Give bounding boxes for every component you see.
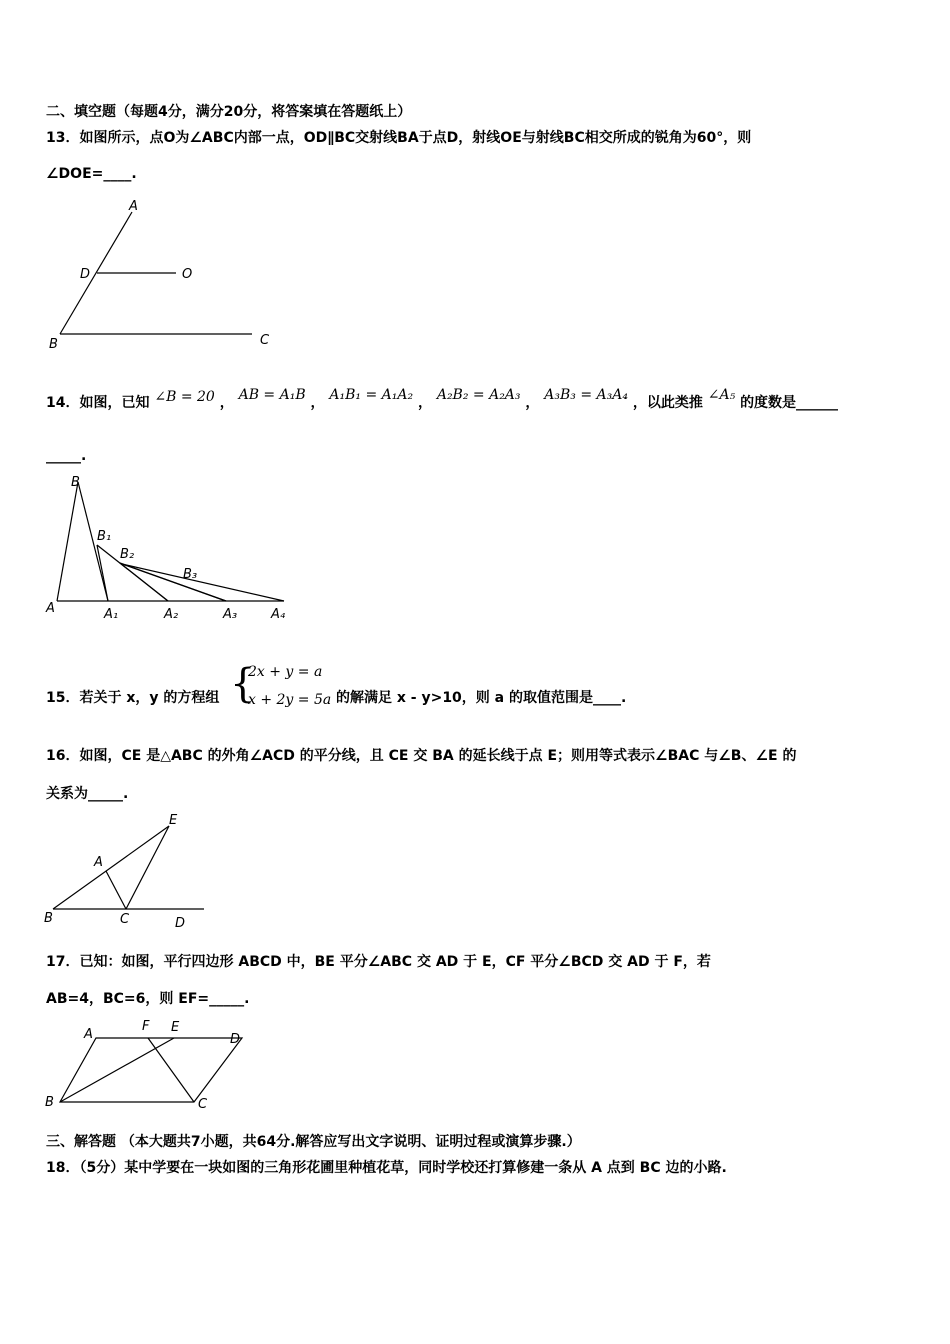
q16-label-b: B: [44, 911, 53, 926]
q16-segment-ac: [106, 871, 126, 909]
q13-label-o: O: [182, 267, 193, 282]
q14-label-a4: A₄: [271, 607, 286, 622]
q16-segment-ce: [126, 826, 169, 909]
q14-figure: [40, 470, 300, 630]
q16-figure: [40, 810, 220, 930]
section3-heading: 三、解答题 （本大题共7小题，共64分.解答应写出文字说明、证明过程或演算步骤.）: [46, 1134, 581, 1150]
section2-heading: 二、填空题（每题4分，满分20分，将答案填在答题纸上）: [46, 104, 412, 120]
q14-angle-a5: ∠A₅: [707, 387, 736, 403]
q17-label-c: C: [198, 1097, 208, 1112]
q17-parallelogram: [60, 1038, 242, 1102]
q14-segment-ab: [57, 482, 78, 601]
q16-label-d: D: [175, 916, 186, 931]
q15-eq2: x + 2y = 5a: [248, 692, 332, 708]
q17-segment-cf: [148, 1038, 194, 1102]
q13-label-b: B: [49, 337, 58, 352]
q14-sep4: ，: [525, 395, 540, 411]
q14-label-b2: B₂: [120, 547, 135, 562]
q14-mid: ，以此类推: [632, 395, 703, 411]
q13-text-line1: 13．如图所示，点O为∠ABC内部一点，OD∥BC交射线BA于点D，射线OE与射线BC相交所成的锐角为60°，则: [46, 130, 752, 146]
q13-label-a: A: [129, 199, 138, 214]
q17-label-b: B: [45, 1095, 54, 1110]
q15-prefix: 15．若关于 x，y 的方程组: [46, 690, 220, 706]
q14-prefix: 14．如图，已知: [46, 395, 150, 411]
q14-eq2: A₁B₁ = A₁A₂: [329, 387, 414, 403]
q17-text-line2: AB=4，BC=6，则 EF=_____.: [46, 991, 250, 1007]
q16-label-a: A: [94, 855, 103, 870]
q14-label-a2: A₂: [164, 607, 179, 622]
q14-segment-a1-b1: [97, 545, 108, 601]
q16-text-line2: 关系为_____.: [46, 786, 129, 802]
q17-text-line1: 17．已知：如图，平行四边形 ABCD 中，BE 平分∠ABC 交 AD 于 E，CF 平分∠BCD 交 AD 于 F，若: [46, 954, 711, 970]
q14-eq3: A₂B₂ = A₂A₃: [436, 387, 521, 403]
q14-sep2: ，: [310, 395, 325, 411]
q17-label-a: A: [84, 1027, 93, 1042]
q13-label-d: D: [80, 267, 91, 282]
q17-label-f: F: [142, 1019, 150, 1034]
q13-label-c: C: [260, 333, 270, 348]
q17-segment-be: [60, 1038, 174, 1102]
q14-segment-b3-a4: [122, 564, 284, 601]
q18-text-line1: 18．（5分）某中学要在一块如图的三角形花圃里种植花草，同时学校还打算修建一条从 A 点到 BC 边的小路.: [46, 1160, 727, 1176]
q15-suffix: 的解满足 x - y>10，则 a 的取值范围是____.: [336, 690, 627, 706]
q13-text-line2: ∠DOE=____.: [46, 166, 137, 182]
q17-label-d: D: [230, 1032, 241, 1047]
q13-figure: [40, 192, 280, 357]
q14-label-b1: B₁: [97, 529, 112, 544]
q16-label-c: C: [120, 912, 130, 927]
q14-text-line2: _____.: [46, 448, 87, 464]
q16-ray-be: [53, 826, 169, 909]
q16-text-line1: 16．如图，CE 是△ABC 的外角∠ACD 的平分线，且 CE 交 BA 的延长线于点 E；则用等式表示∠BAC 与∠B、∠E 的: [46, 748, 797, 764]
q14-label-a3: A₃: [223, 607, 238, 622]
q16-label-e: E: [169, 813, 178, 828]
q15-system-brace: {: [230, 661, 256, 707]
q15-eq1: 2x + y = a: [248, 664, 323, 680]
q14-eq4: A₃B₃ = A₃A₄: [544, 387, 628, 403]
q14-label-b: B: [71, 475, 80, 490]
q14-suffix: 的度数是______: [740, 395, 839, 411]
q14-label-b3: B₃: [183, 567, 198, 582]
q14-text-line1: [46, 387, 839, 413]
q14-label-a1: A₁: [104, 607, 119, 622]
q17-figure: [40, 1016, 250, 1111]
q14-sep1: ，: [219, 395, 234, 411]
q14-eq1: AB = A₁B: [238, 387, 306, 403]
q17-label-e: E: [171, 1020, 180, 1035]
q14-sep3: ，: [417, 395, 432, 411]
q14-segment-a3-b3: [122, 564, 226, 601]
q14-angle-b: ∠B = 20: [154, 389, 215, 405]
q14-label-a: A: [46, 601, 55, 616]
